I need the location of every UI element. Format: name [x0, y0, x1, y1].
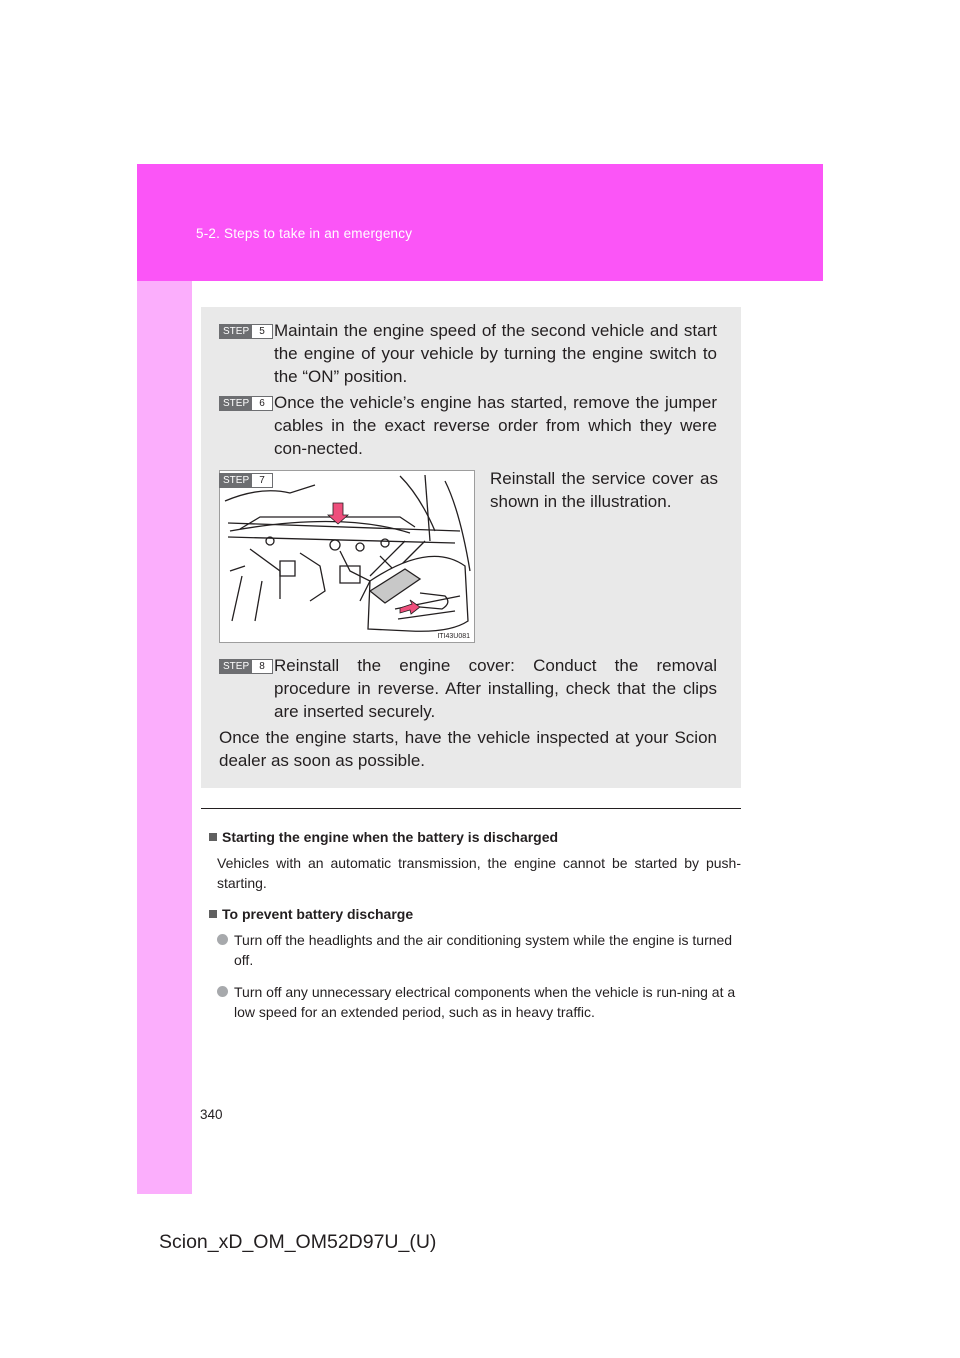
step-text: Maintain the engine speed of the second vehicle and start the engine of your vehicle by turning the engine switch to the “ON” position.: [274, 321, 717, 386]
procedure-panel: [201, 307, 741, 788]
document-footer: Scion_xD_OM_OM52D97U_(U): [159, 1231, 437, 1253]
step-text: Reinstall the engine cover: Conduct the removal procedure in reverse. After installing, check that the clips are inserted securely.: [274, 656, 717, 721]
note-heading: To prevent battery discharge: [209, 906, 741, 922]
square-bullet-icon: [209, 833, 217, 841]
notes-section: [209, 829, 741, 1034]
circle-bullet-icon: [217, 986, 228, 997]
note-heading: Starting the engine when the battery is discharged: [209, 829, 741, 845]
step-badge: STEP 6: [219, 396, 273, 411]
step-badge: STEP 5: [219, 324, 273, 339]
engine-bay-drawing: [220, 471, 474, 642]
square-bullet-icon: [209, 910, 217, 918]
illustration-id: ITI43U081: [437, 633, 470, 640]
page-header: [137, 164, 823, 281]
step-7-badge: STEP 7: [219, 473, 273, 488]
step-7-text: Reinstall the service cover as shown in the illustration.: [490, 469, 718, 511]
sidebar-tab: [137, 164, 192, 1194]
section-title: 5-2. Steps to take in an emergency: [196, 226, 413, 241]
list-item: Turn off any unnecessary electrical components when the vehicle is run-ning at a low speed for an extended period, such as in heavy traffic.: [217, 982, 741, 1022]
note-body: Vehicles with an automatic transmission, the engine cannot be started by push-starting.: [217, 855, 741, 891]
service-cover-illustration: [219, 470, 475, 643]
page-number: 340: [200, 1107, 223, 1122]
step-text: Once the vehicle’s engine has started, remove the jumper cables in the exact reverse order from which they were con-nected.: [274, 393, 717, 458]
closing-text: Once the engine starts, have the vehicle inspected at your Scion dealer as soon as possible.: [219, 728, 717, 770]
circle-bullet-icon: [217, 934, 228, 945]
step-badge: STEP 8: [219, 659, 273, 674]
down-arrow-icon: [328, 503, 348, 524]
list-item: Turn off the headlights and the air conditioning system while the engine is turned off.: [217, 930, 741, 970]
divider: [201, 808, 741, 809]
